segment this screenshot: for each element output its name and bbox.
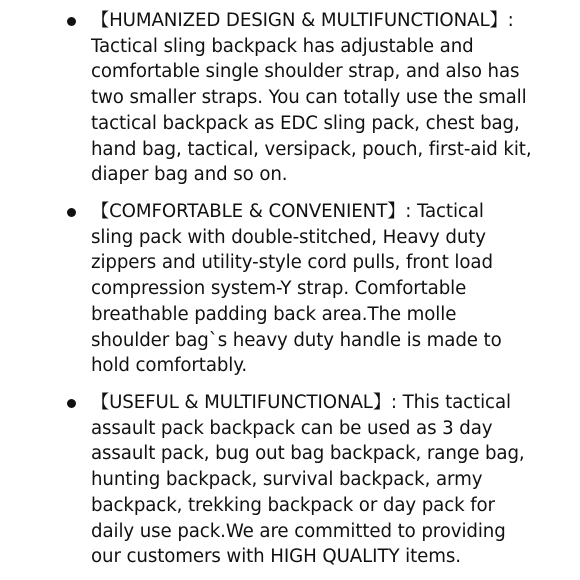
text-line: comfortable single shoulder strap, and also has [91,61,520,83]
text-line: our customers with HIGH QUALITY items. [91,546,461,568]
text-line: 【USEFUL & MULTIFUNCTIONAL】: This tactical [91,392,511,413]
text-line: 【HUMANIZED DESIGN & MULTIFUNCTIONAL】: [91,10,514,31]
text-line: backpack, trekking backpack or day pack for [91,494,495,516]
text-line: 【COMFORTABLE & CONVENIENT】: Tactical [91,201,484,222]
text-line: Tactical sling backpack has adjustable and [91,35,474,57]
text-line: daily use pack.We are committed to providing [91,520,506,542]
text-line: breathable padding back area.The molle [91,303,457,325]
bullet-dot-icon [67,17,76,26]
bullet-text [91,390,525,570]
text-line: compression system-Y strap. Comfortable [91,278,467,300]
text-line: hand bag, tactical, versipack, pouch, first-aid kit, [91,138,532,160]
text-line: diaper bag and so on. [91,164,288,186]
text-line: hunting backpack, survival backpack, army [91,469,483,491]
text-line: hold comfortably. [91,355,248,377]
text-line: tactical backpack as EDC sling pack, chest bag, [91,112,520,134]
bullet-dot-icon [67,399,76,408]
bullet-text [91,8,532,188]
text-line: assault pack backpack can be used as 3 day [91,417,493,439]
text-line: assault pack, bug out bag backpack, range bag, [91,443,525,465]
bullet-dot-icon [67,208,76,217]
bullet-text [91,199,521,379]
text-line: zippers and utility-style cord pulls, front load [91,252,493,274]
text-line: shoulder bag`s heavy duty handle is made to [91,329,502,351]
text-line: two smaller straps. You can totally use the small [91,87,527,109]
text-line: sling pack with double-stitched, Heavy duty [91,226,486,248]
